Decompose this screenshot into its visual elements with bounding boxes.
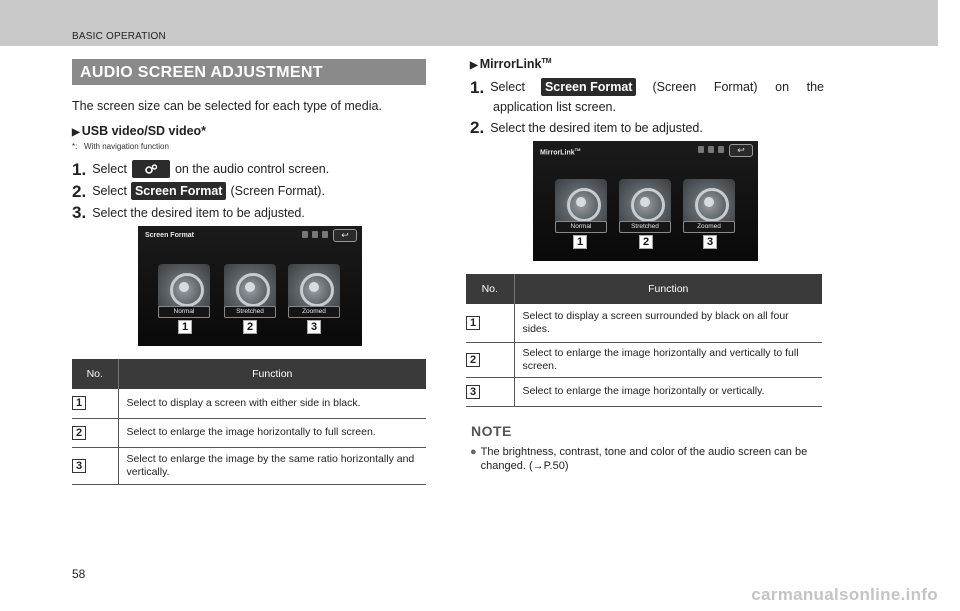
stretched-tile[interactable] [619,179,671,225]
usb-step-2: 2. Select Screen Format (Screen Format). [72,181,325,201]
mirrorlink-step-1-cont: application list screen. [493,100,616,114]
stretched-button[interactable]: Stretched [224,306,276,318]
mirrorlink-step-1: 1. Select Screen Format (Screen Format) on the [470,77,824,97]
col-header-no: No. [72,359,118,389]
normal-tile[interactable] [158,264,210,310]
row-function: Select to enlarge the image horizontally or vertically. [514,377,822,406]
table-row [72,389,426,418]
row-function: Select to display a screen with either side in black. [118,389,426,418]
note-title: NOTE [471,423,512,439]
stretched-button[interactable]: Stretched [619,221,671,233]
stretched-tile[interactable] [224,264,276,310]
col-header-function: Function [118,359,426,389]
normal-button[interactable]: Normal [158,306,210,318]
note-text: The brightness, contrast, tone and color of the audio screen can be changed. (→P.50) [480,446,808,472]
mirrorlink-function-table [466,274,822,407]
zoomed-button[interactable]: Zoomed [683,221,735,233]
zoomed-button[interactable]: Zoomed [288,306,340,318]
bullet-icon: ● [470,446,477,458]
header-section-label: BASIC OPERATION [72,31,166,42]
normal-tile[interactable] [555,179,607,225]
callout-number: 1 [573,235,587,249]
usb-video-heading: ▶ USB video/SD video* [72,124,207,138]
table-row [466,342,822,377]
screen-format-button[interactable]: Screen Format [541,78,637,96]
audio-settings-button[interactable] [132,160,170,178]
callout-number: 2 [639,235,653,249]
callout-number: 3 [703,235,717,249]
table-row [466,377,822,406]
row-number: 2 [72,426,86,440]
zoomed-tile[interactable] [683,179,735,225]
row-number: 2 [466,353,480,367]
row-function: Select to enlarge the image horizontally and vertically to full screen. [514,342,822,377]
callout-number: 1 [178,320,192,334]
usb-footnote: *: With navigation function [72,142,169,151]
mirrorlink-step-2: 2. Select the desired item to be adjusted. [470,118,703,137]
row-function: Select to display a screen surrounded by black on all four sides. [514,304,822,342]
usb-step-1: 1. Select on the audio control screen. [72,159,330,179]
section-title: AUDIO SCREEN ADJUSTMENT [72,59,426,85]
back-icon[interactable]: ↩ [333,229,357,242]
page-number: 58 [72,567,86,581]
back-icon[interactable]: ↩ [729,144,753,157]
row-number: 1 [466,316,480,330]
row-number: 3 [466,385,480,399]
screenshot-title: MirrorLink™ [540,147,581,157]
settings-icon [143,163,159,175]
screenshot-title: Screen Format [145,232,195,239]
row-number: 3 [72,459,86,473]
row-function: Select to enlarge the image horizontally to full screen. [118,418,426,447]
page-header [0,0,938,46]
callout-number: 2 [243,320,257,334]
intro-text: The screen size can be selected for each type of media. [72,99,382,113]
usb-function-table [72,359,426,485]
screen-format-button[interactable]: Screen Format [131,182,227,200]
watermark: carmanualsonline.info [751,585,938,604]
mirrorlink-heading: ▶ MirrorLink™ [470,57,552,71]
table-row [466,304,822,342]
triangle-right-icon: ▶ [72,127,80,138]
note-body [470,445,825,473]
table-row [72,447,426,484]
col-header-function: Function [514,274,822,304]
status-icons [698,146,724,153]
callout-number: 3 [307,320,321,334]
status-icons [302,231,328,238]
table-row [72,418,426,447]
row-function: Select to enlarge the image by the same ratio horizontally and vertically. [118,447,426,484]
normal-button[interactable]: Normal [555,221,607,233]
row-number: 1 [72,396,86,410]
col-header-no: No. [466,274,514,304]
mirrorlink-screenshot [533,141,758,261]
zoomed-tile[interactable] [288,264,340,310]
screen-format-screenshot [138,226,362,346]
usb-step-3: 3. Select the desired item to be adjusted. [72,203,305,222]
triangle-right-icon: ▶ [470,60,478,71]
